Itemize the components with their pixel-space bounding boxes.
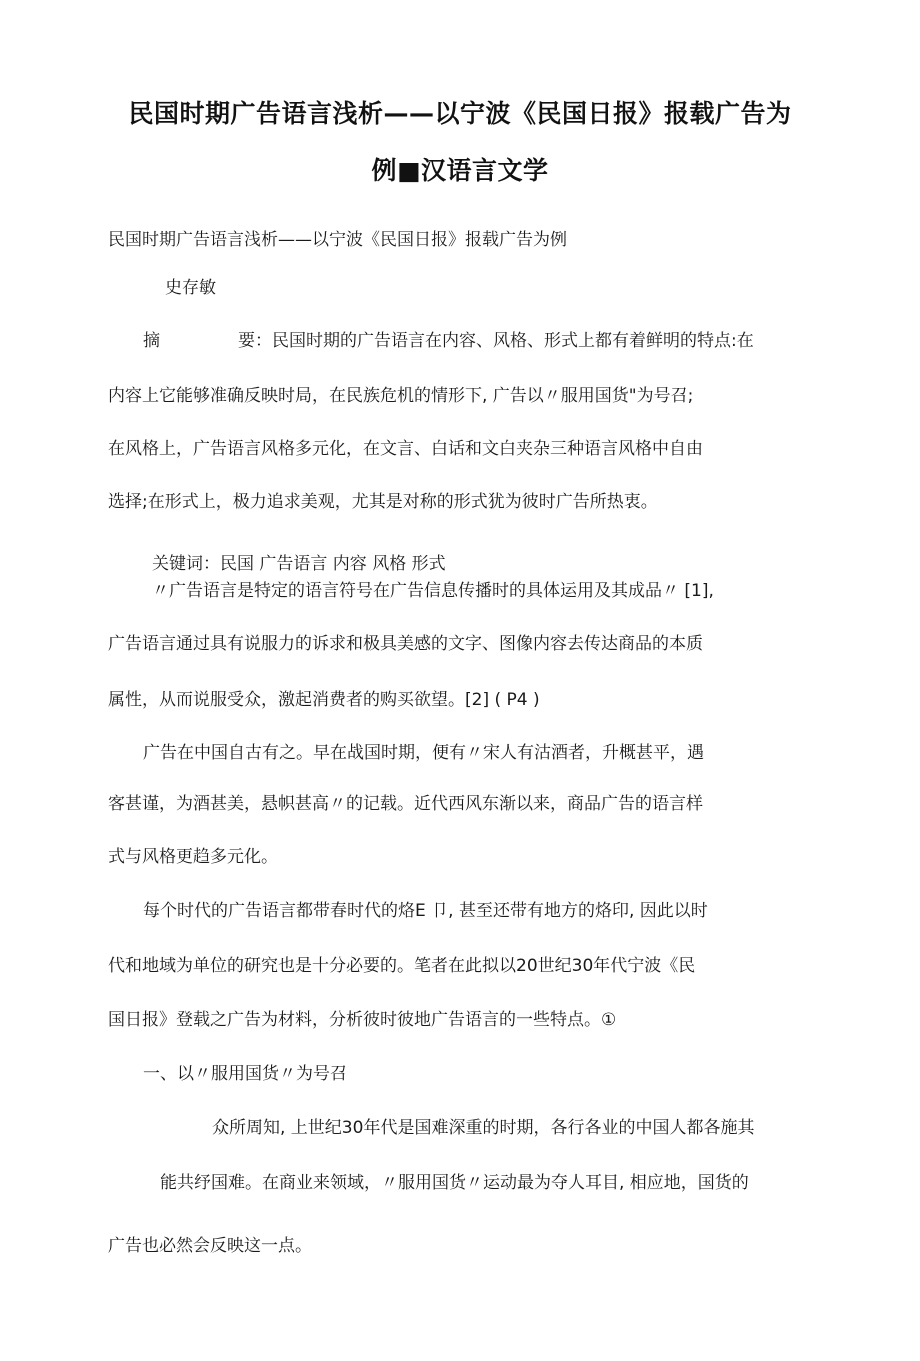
body-paragraph-line: 代和地域为单位的研究也是十分必要的。笔者在此拟以20世纪30年代宁波《民 — [108, 956, 696, 976]
body-paragraph-line: 广告语言通过具有说服力的诉求和极具美感的文字、图像内容去传达商品的本质 — [108, 634, 703, 654]
body-paragraph-line: 〃广告语言是特定的语言符号在广告信息传播时的具体运用及其成品〃 [1], — [152, 581, 714, 601]
author-name: 史存敏 — [165, 278, 216, 298]
body-paragraph-line: 国日报》登载之广告为材料，分析彼时彼地广告语言的一些特点。① — [108, 1010, 617, 1030]
body-paragraph-line: 众所周知, 上世纪30年代是国难深重的时期，各行各业的中国人都各施其 — [212, 1118, 755, 1138]
keywords-line: 关键词：民国 广告语言 内容 风格 形式 — [152, 554, 446, 574]
document-title-line-2: 例■汉语言文学 — [371, 156, 549, 185]
body-paragraph-line: 广告也必然会反映这一点。 — [108, 1236, 312, 1256]
body-paragraph-line: 能共纾国难。在商业来领域，〃服用国货〃运动最为夺人耳目, 相应地，国货的 — [160, 1173, 749, 1193]
body-paragraph-line: 每个时代的广告语言都带春时代的烙E 卩, 甚至还带有地方的烙印, 因此以时 — [143, 901, 708, 921]
section-heading: 一、以〃服用国货〃为号召 — [143, 1064, 347, 1084]
body-paragraph-line: 式与风格更趋多元化。 — [108, 847, 278, 867]
document-subtitle: 民国时期广告语言浅析——以宁波《民国日报》报载广告为例 — [108, 230, 567, 250]
abstract-first-line — [143, 330, 754, 352]
abstract-line: 选择;在形式上，极力追求美观，尤其是对称的形式犹为彼时广告所热衷。 — [108, 492, 658, 512]
abstract-label-right: 要：民国时期的广告语言在内容、风格、形式上都有着鲜明的特点:在 — [238, 331, 754, 351]
body-paragraph-line: 广告在中国自古有之。早在战国时期，便有〃宋人有沽酒者，升概甚平，遇 — [143, 743, 704, 763]
abstract-line: 在风格上，广告语言风格多元化，在文言、白话和文白夹杂三种语言风格中自由 — [108, 439, 703, 459]
body-paragraph-line: 客甚谨，为酒甚美，悬帜甚高〃的记载。近代西风东渐以来，商品广告的语言样 — [108, 794, 703, 814]
abstract-line: 内容上它能够准确反映时局，在民族危机的情形下, 广告以〃服用国货"为号召; — [108, 386, 694, 406]
document-title-line-1: 民国时期广告语言浅析——以宁波《民国日报》报载广告为 — [128, 99, 792, 128]
abstract-label-left: 摘 — [143, 331, 160, 351]
body-paragraph-line: 属性，从而说服受众，激起消费者的购买欲望。[2] ( P4 ) — [108, 690, 540, 710]
